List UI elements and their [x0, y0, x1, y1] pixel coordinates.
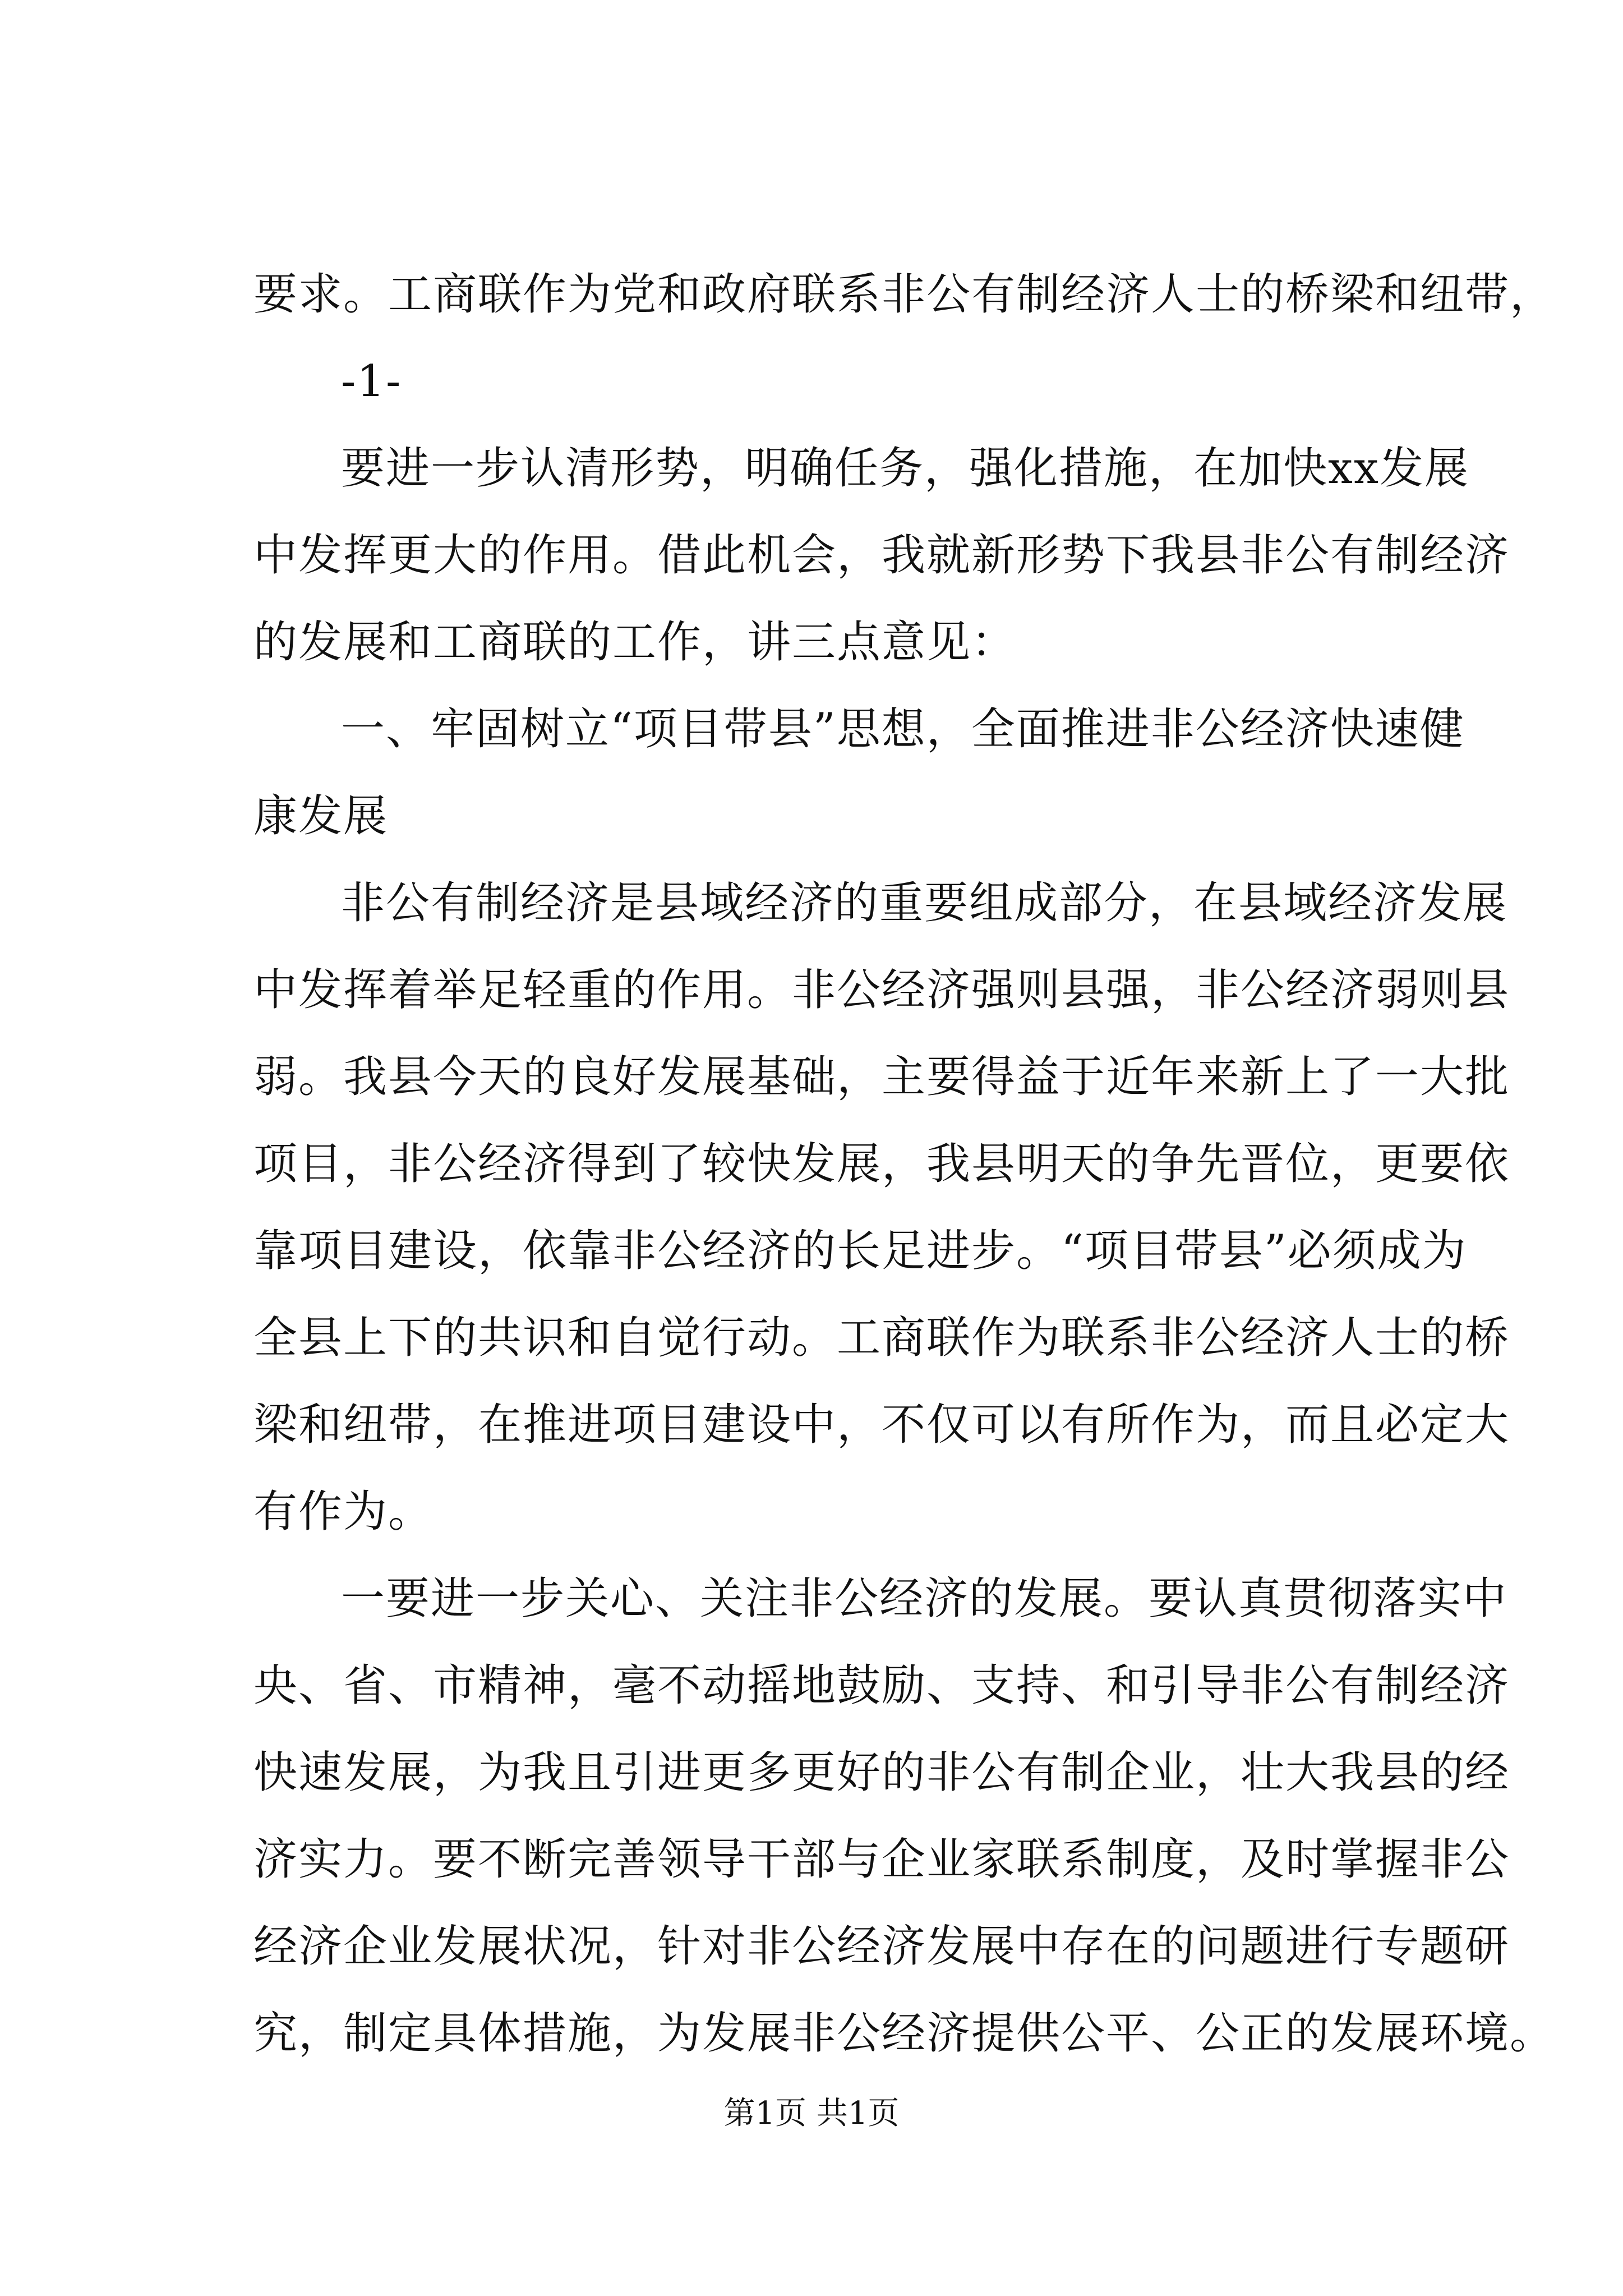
text-line: 济实力。要不断完善领导干部与企业家联系制度，及时掌握非公 [253, 1834, 1510, 1885]
text-line: 中发挥更大的作用。借此机会，我就新形势下我县非公有制经济 [253, 530, 1510, 581]
text-line: 的发展和工商联的工作，讲三点意见： [253, 617, 1017, 668]
text-line: 弱。我县今天的良好发展基础，主要得益于近年来新上了一大批 [253, 1052, 1510, 1102]
text-line: 究，制定具体措施，为发展非公经济提供公平、公正的发展环境。 [253, 2008, 1555, 2059]
text-line: 要求。工商联作为党和政府联系非公有制经济人士的桥梁和纽带， [253, 269, 1555, 320]
text-line: 快速发展，为我且引进更多更好的非公有制企业，壮大我县的经 [253, 1747, 1510, 1798]
document-body [253, 251, 1555, 2077]
section-heading: 一、牢固树立“项目带县”思想，全面推进非公经济快速健 [341, 704, 1465, 754]
text-line: 要进一步认清形势，明确任务，强化措施，在加快xx发展 [341, 443, 1469, 494]
text-line: 全县上下的共识和自觉行动。工商联作为联系非公经济人士的桥 [253, 1313, 1510, 1363]
section-heading-cont: 康发展 [253, 791, 389, 841]
text-line: 经济企业发展状况，针对非公经济发展中存在的问题进行专题研 [253, 1921, 1510, 1972]
text-line: 央、省、市精神，毫不动摇地鼓励、支持、和引导非公有制经济 [253, 1660, 1510, 1711]
text-line: 非公有制经济是县域经济的重要组成部分，在县域经济发展 [341, 878, 1508, 928]
text-line: 中发挥着举足轻重的作用。非公经济强则县强，非公经济弱则县 [253, 965, 1510, 1015]
page-number-marker: -1- [341, 356, 402, 407]
text-line: 项目，非公经济得到了较快发展，我县明天的争先晋位，更要依 [253, 1139, 1510, 1189]
text-line: 靠项目建设，依靠非公经济的长足进步。“项目带县”必须成为 [253, 1226, 1467, 1276]
text-line: 一要进一步关心、关注非公经济的发展。要认真贯彻落实中 [341, 1573, 1508, 1624]
page-footer: 第1页 共1页 [723, 2095, 900, 2132]
text-line: 有作为。 [253, 1487, 434, 1537]
text-line: 梁和纽带，在推进项目建设中，不仅可以有所作为，而且必定大 [253, 1400, 1510, 1450]
